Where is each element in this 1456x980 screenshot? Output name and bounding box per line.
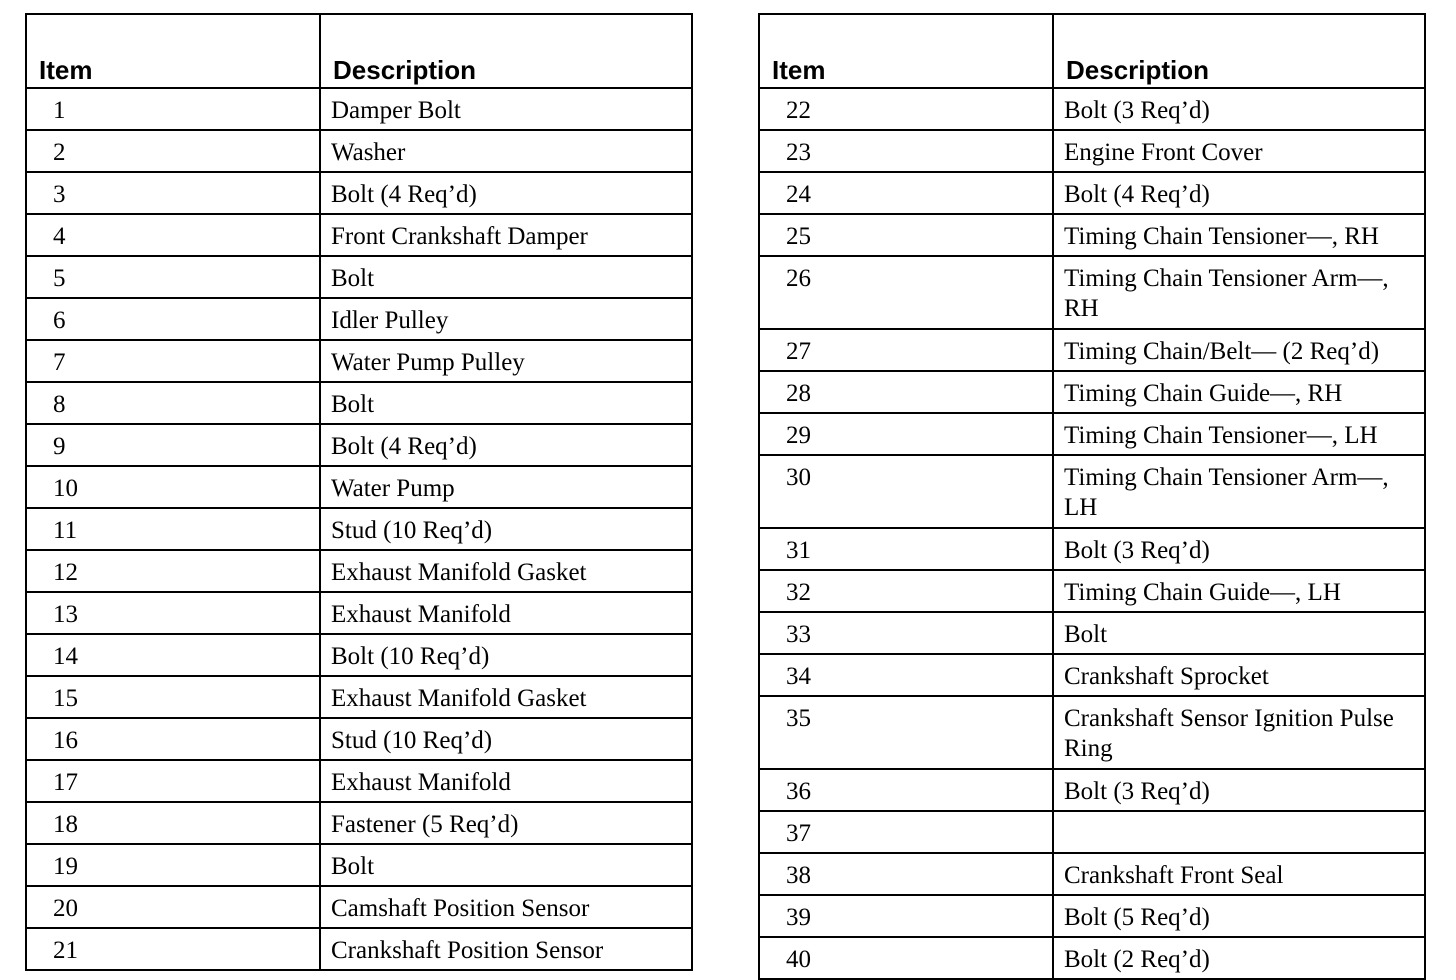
table-row xyxy=(26,718,692,760)
description-cell: Water Pump Pulley xyxy=(320,340,692,382)
table-row xyxy=(26,88,692,130)
item-number-cell: 12 xyxy=(26,550,320,592)
item-number-cell: 40 xyxy=(759,937,1053,979)
description-cell: Bolt xyxy=(320,844,692,886)
table-row xyxy=(759,570,1425,612)
table-row xyxy=(759,371,1425,413)
table-row xyxy=(26,172,692,214)
description-cell xyxy=(1053,811,1425,853)
description-cell: Bolt xyxy=(320,256,692,298)
description-cell: Timing Chain/Belt— (2 Req’d) xyxy=(1053,329,1425,371)
item-number-cell: 8 xyxy=(26,382,320,424)
description-cell: Exhaust Manifold Gasket xyxy=(320,550,692,592)
table-row xyxy=(26,214,692,256)
table-header-row xyxy=(26,14,692,88)
table-row xyxy=(759,130,1425,172)
description-cell: Idler Pulley xyxy=(320,298,692,340)
table-row xyxy=(26,886,692,928)
item-number-cell: 1 xyxy=(26,88,320,130)
table-row xyxy=(26,844,692,886)
item-number-cell: 4 xyxy=(26,214,320,256)
item-number-cell: 2 xyxy=(26,130,320,172)
description-cell: Bolt xyxy=(320,382,692,424)
description-cell: Fastener (5 Req’d) xyxy=(320,802,692,844)
description-cell: Exhaust Manifold xyxy=(320,592,692,634)
item-number-cell: 30 xyxy=(759,455,1053,528)
table-row xyxy=(759,528,1425,570)
table-row xyxy=(26,676,692,718)
description-cell: Exhaust Manifold xyxy=(320,760,692,802)
description-cell: Crankshaft Front Seal xyxy=(1053,853,1425,895)
item-number-cell: 34 xyxy=(759,654,1053,696)
table-row xyxy=(26,760,692,802)
description-cell: Engine Front Cover xyxy=(1053,130,1425,172)
table-row xyxy=(26,634,692,676)
table-row xyxy=(26,466,692,508)
description-cell: Bolt (2 Req’d) xyxy=(1053,937,1425,979)
item-number-cell: 13 xyxy=(26,592,320,634)
item-number-cell: 28 xyxy=(759,371,1053,413)
table-row xyxy=(26,424,692,466)
description-cell: Washer xyxy=(320,130,692,172)
description-cell: Damper Bolt xyxy=(320,88,692,130)
item-number-cell: 22 xyxy=(759,88,1053,130)
table-row xyxy=(26,928,692,970)
table-row xyxy=(26,550,692,592)
item-number-cell: 7 xyxy=(26,340,320,382)
item-number-cell: 25 xyxy=(759,214,1053,256)
item-number-cell: 3 xyxy=(26,172,320,214)
description-cell: Bolt (4 Req’d) xyxy=(320,424,692,466)
table-row xyxy=(26,298,692,340)
item-number-cell: 33 xyxy=(759,612,1053,654)
description-cell: Front Crankshaft Damper xyxy=(320,214,692,256)
item-column-header: Item xyxy=(26,14,320,88)
item-number-cell: 14 xyxy=(26,634,320,676)
item-number-cell: 15 xyxy=(26,676,320,718)
table-row xyxy=(26,340,692,382)
parts-table-left xyxy=(25,13,693,971)
table-row xyxy=(759,654,1425,696)
item-number-cell: 23 xyxy=(759,130,1053,172)
table-row xyxy=(759,329,1425,371)
item-number-cell: 17 xyxy=(26,760,320,802)
table-row xyxy=(759,696,1425,769)
description-cell: Stud (10 Req’d) xyxy=(320,718,692,760)
description-cell: Bolt (3 Req’d) xyxy=(1053,88,1425,130)
description-cell: Exhaust Manifold Gasket xyxy=(320,676,692,718)
table-row xyxy=(26,802,692,844)
description-cell: Timing Chain Tensioner—, LH xyxy=(1053,413,1425,455)
item-number-cell: 11 xyxy=(26,508,320,550)
item-number-cell: 16 xyxy=(26,718,320,760)
table-row xyxy=(759,172,1425,214)
table-row xyxy=(759,811,1425,853)
description-cell: Timing Chain Tensioner Arm—, LH xyxy=(1053,455,1425,528)
table-row xyxy=(759,413,1425,455)
description-cell: Timing Chain Tensioner—, RH xyxy=(1053,214,1425,256)
table-row xyxy=(26,382,692,424)
item-number-cell: 39 xyxy=(759,895,1053,937)
description-cell: Bolt (5 Req’d) xyxy=(1053,895,1425,937)
description-cell: Timing Chain Guide—, LH xyxy=(1053,570,1425,612)
description-cell: Stud (10 Req’d) xyxy=(320,508,692,550)
table-row xyxy=(759,612,1425,654)
table-row xyxy=(26,130,692,172)
item-number-cell: 26 xyxy=(759,256,1053,329)
item-number-cell: 27 xyxy=(759,329,1053,371)
item-number-cell: 36 xyxy=(759,769,1053,811)
item-number-cell: 31 xyxy=(759,528,1053,570)
description-column-header: Description xyxy=(1053,14,1425,88)
description-cell: Bolt (4 Req’d) xyxy=(1053,172,1425,214)
description-cell: Timing Chain Guide—, RH xyxy=(1053,371,1425,413)
item-number-cell: 9 xyxy=(26,424,320,466)
table-row xyxy=(759,895,1425,937)
item-number-cell: 32 xyxy=(759,570,1053,612)
description-cell: Bolt (3 Req’d) xyxy=(1053,528,1425,570)
parts-table-right xyxy=(758,13,1426,980)
item-number-cell: 35 xyxy=(759,696,1053,769)
table-row xyxy=(759,88,1425,130)
table-row xyxy=(759,214,1425,256)
table-row xyxy=(759,937,1425,979)
item-number-cell: 10 xyxy=(26,466,320,508)
description-cell: Bolt xyxy=(1053,612,1425,654)
item-number-cell: 21 xyxy=(26,928,320,970)
item-number-cell: 6 xyxy=(26,298,320,340)
table-row xyxy=(26,256,692,298)
description-cell: Bolt (10 Req’d) xyxy=(320,634,692,676)
item-number-cell: 29 xyxy=(759,413,1053,455)
item-column-header: Item xyxy=(759,14,1053,88)
item-number-cell: 18 xyxy=(26,802,320,844)
table-row xyxy=(759,853,1425,895)
description-cell: Bolt (4 Req’d) xyxy=(320,172,692,214)
description-cell: Crankshaft Sprocket xyxy=(1053,654,1425,696)
description-cell: Water Pump xyxy=(320,466,692,508)
item-number-cell: 19 xyxy=(26,844,320,886)
item-number-cell: 37 xyxy=(759,811,1053,853)
description-cell: Bolt (3 Req’d) xyxy=(1053,769,1425,811)
table-row xyxy=(759,455,1425,528)
table-header-row xyxy=(759,14,1425,88)
description-cell: Camshaft Position Sensor xyxy=(320,886,692,928)
description-column-header: Description xyxy=(320,14,692,88)
item-number-cell: 20 xyxy=(26,886,320,928)
table-row xyxy=(26,592,692,634)
table-row xyxy=(759,769,1425,811)
table-row xyxy=(759,256,1425,329)
item-number-cell: 5 xyxy=(26,256,320,298)
table-row xyxy=(26,508,692,550)
description-cell: Timing Chain Tensioner Arm—, RH xyxy=(1053,256,1425,329)
description-cell: Crankshaft Sensor Ignition Pulse Ring xyxy=(1053,696,1425,769)
item-number-cell: 38 xyxy=(759,853,1053,895)
item-number-cell: 24 xyxy=(759,172,1053,214)
description-cell: Crankshaft Position Sensor xyxy=(320,928,692,970)
